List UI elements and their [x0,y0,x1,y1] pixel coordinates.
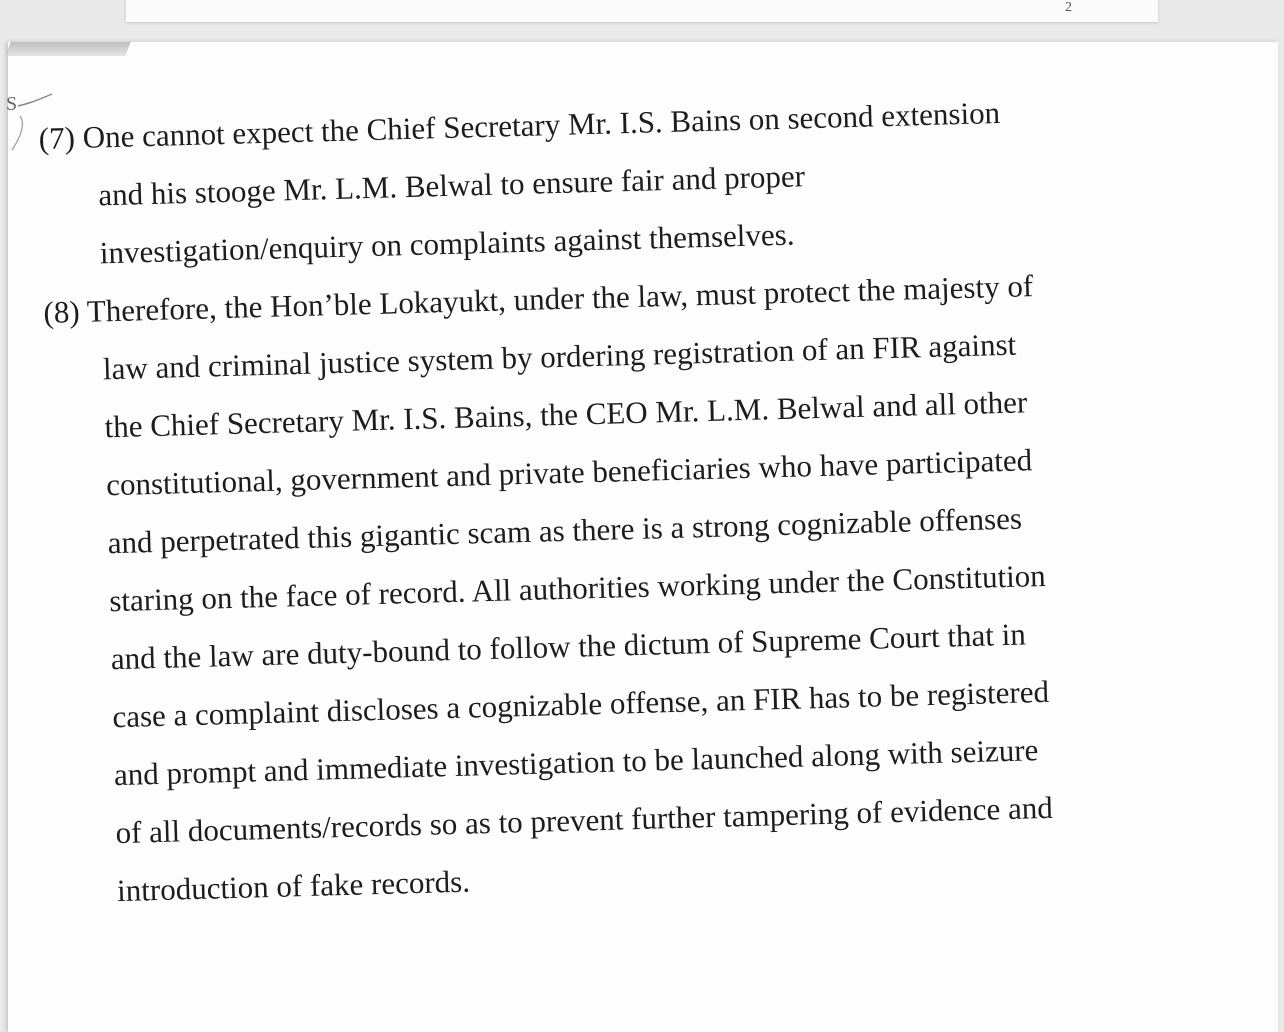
word: to [499,165,525,202]
word: and [671,160,717,197]
paragraph-8-line: and the law are duty-bound to follow the dictum of Supreme Court that in [110,616,1027,677]
text-line: One cannot expect the Chief Secretary Mr. I.S. Bains on second extension [82,94,1001,155]
word: ensure [531,163,614,201]
paragraph-7-line-3: investigation/enquiry on complaints against themselves. [99,216,795,271]
paragraph-number: (8) [43,293,81,330]
paragraph-8 [43,253,1220,922]
paragraph-7 [38,79,1202,284]
paragraph-8-line: constitutional, government and private beneficiaries who have participated [105,442,1033,503]
paragraph-8-line: the Chief Secretary Mr. I.S. Bains, the CEO Mr. L.M. Belwal and all other [104,384,1028,445]
paragraph-8-line: and perpetrated this gigantic scam as there is a strong cognizable offenses [107,500,1023,561]
paragraph-8-line: of all documents/records so as to prevent further tampering of evidence and [115,789,1054,851]
paragraph-8-line: law and criminal justice system by ordering registration of an FIR against [102,326,1017,387]
paragraph-8-line: and prompt and immediate investigation to be launched along with seizure [113,732,1039,793]
paragraph-8-line: case a complaint discloses a cognizable offense, an FIR has to be registered [111,673,1050,735]
word: L.M. [334,169,398,206]
word: his [150,175,188,211]
svg-text:S: S [6,93,18,115]
previous-page-edge [126,0,1158,22]
word: and [97,176,144,213]
word: Mr. [282,171,328,208]
document-body [38,79,1220,922]
word: stooge [194,172,277,210]
word: Belwal [404,166,494,205]
paragraph-number: (7) [38,120,76,156]
page-fold-shadow [5,42,130,56]
word: proper [723,158,806,196]
paragraph-8-line: staring on the face of record. All authorities working under the Constitution [108,557,1047,619]
page-number-mark: 2 [1065,0,1072,15]
word: fair [620,162,665,199]
text-line: Therefore, the Hon’ble Lokayukt, under the law, must protect the majesty of [86,268,1034,329]
paragraph-8-line: introduction of fake records. [116,863,471,909]
